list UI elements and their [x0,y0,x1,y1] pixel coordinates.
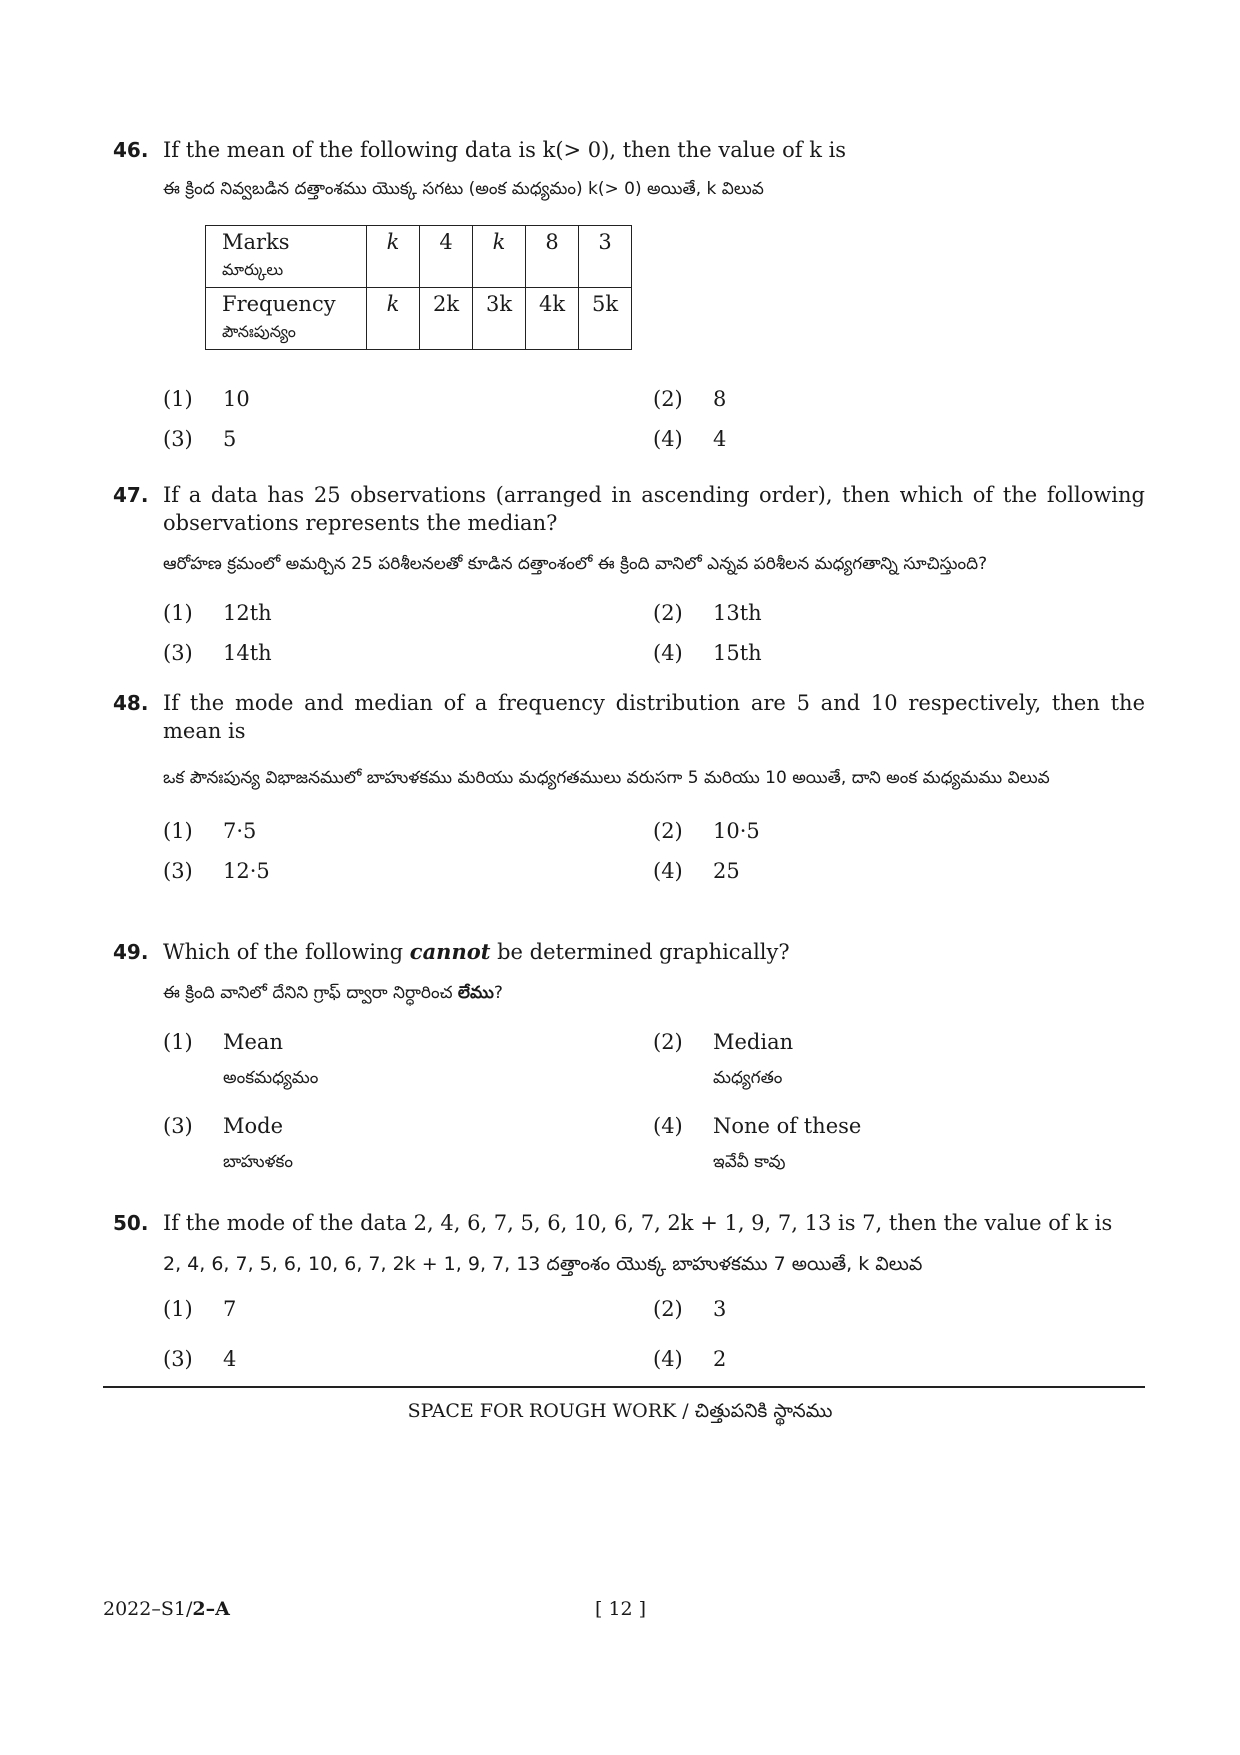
question-text-telugu: ఒక పౌనఃపున్య విభాజనములో బాహుళకము మరియు మధ్యగతములు వరుసగా 5 మరియు 10 అయితే, దాని అంక మధ్యమము విలువ [163,768,1050,788]
question-text: If the mode of the data 2, 4, 6, 7, 5, 6, 10, 6, 7, 2k + 1, 9, 7, 13 is 7, then the value of k is [163,1211,1113,1235]
question-49: 49. Which of the following cannot be determined graphically? ఈ క్రింది వానిలో దేనిని గ్రాఫ్ ద్వారా నిర్ధారించ లేము? (1) Mean అంకమధ్యమం (2) Median మధ్యగతం (3) Mode బాహుళకం (4) None of these ఇవేవీ కావు [113,938,1145,1028]
question-number: 47. [113,483,149,507]
question-48: 48. If the mode and median of a frequency distribution are 5 and 10 respectively, then the mean is ఒక పౌనఃపున్య విభాజనములో బాహుళకము మరియు మధ్యగతములు వరుసగా 5 మరియు 10 అయితే, దాని అంక మధ్యమము విలువ (1) 7·5 (2) 10·5 (3) 12·5 (4) 25 [113,691,1145,883]
question-text: If the mean of the following data is k(> 0), then the value of k is [163,138,847,162]
question-47: 47. If a data has 25 observations (arranged in ascending order), then which of the following observations represents the median? ఆరోహణ క్రమంలో అమర్చిన 25 పరిశీలనలతో కూడిన దత్తాంశంలో ఈ క్రింది వానిలో ఎన్నవ పరిశీలన మధ్యగతాన్ని సూచిస్తుంది? (1) 12th (2) 13th (3) 14th (4) 15th [113,483,1145,665]
table-cell: k [367,226,420,288]
question-text: If a data has 25 observations (arranged in ascending order), then which of the following observations represents the median? [163,483,1145,535]
table-cell: 5k [579,288,632,350]
table-cell: k [473,226,526,288]
page-number: [ 12 ] [595,1598,647,1620]
table-cell: 3 [579,226,632,288]
table-row [206,226,632,288]
paper-code: 2022–S1/2–A [103,1598,230,1620]
table-cell: 2k [420,288,473,350]
table-header-cell: Marks మార్కులు [206,226,367,288]
question-text-telugu: ఆరోహణ క్రమంలో అమర్చిన 25 పరిశీలనలతో కూడిన దత్తాంశంలో ఈ క్రింది వానిలో ఎన్నవ పరిశీలన మధ్యగతాన్ని సూచిస్తుంది? [163,554,988,574]
table-cell: 4k [526,288,579,350]
question-text: Which of the following cannot be determined graphically? [163,939,790,964]
question-number: 50. [113,1211,149,1235]
table-cell: 8 [526,226,579,288]
table-cell: 4 [420,226,473,288]
question-text-telugu: ఈ క్రింద నివ్వబడిన దత్తాంశము యొక్క సగటు (అంక మధ్యమం) k(> 0) అయితే, k విలువ [163,179,764,199]
question-number: 49. [113,940,149,964]
marks-frequency-table [205,225,632,350]
question-46 [113,136,1145,202]
question-number: 48. [113,691,149,715]
table-cell: k [367,288,420,350]
rough-work-label: SPACE FOR ROUGH WORK / చిత్తుపనికి స్థానము [407,1400,833,1422]
table-header-cell: Frequency పౌనఃపున్యం [206,288,367,350]
table-cell: 3k [473,288,526,350]
question-text-telugu: 2, 4, 6, 7, 5, 6, 10, 6, 7, 2k + 1, 9, 7, 13 దత్తాంశం యొక్క బాహుళకము 7 అయితే, k విలువ [163,1253,923,1275]
divider [103,1386,1145,1388]
question-50: 50. If the mode of the data 2, 4, 6, 7, 5, 6, 10, 6, 7, 2k + 1, 9, 7, 13 is 7, then the value of k is 2, 4, 6, 7, 5, 6, 10, 6, 7, 2k + 1, 9, 7, 13 దత్తాంశం యొక్క బాహుళకము 7 అయితే, k విలువ (1) 7 (2) 3 (3) 4 (4) 2 [113,1209,1145,1295]
table-row [206,288,632,350]
question-text-telugu: ఈ క్రింది వానిలో దేనిని గ్రాఫ్ ద్వారా నిర్ధారించ లేము? [163,983,503,1003]
question-number: 46. [113,138,149,162]
question-text: If the mode and median of a frequency distribution are 5 and 10 respectively, then the mean is [163,691,1145,743]
emphasis-cannot: cannot [409,939,491,964]
